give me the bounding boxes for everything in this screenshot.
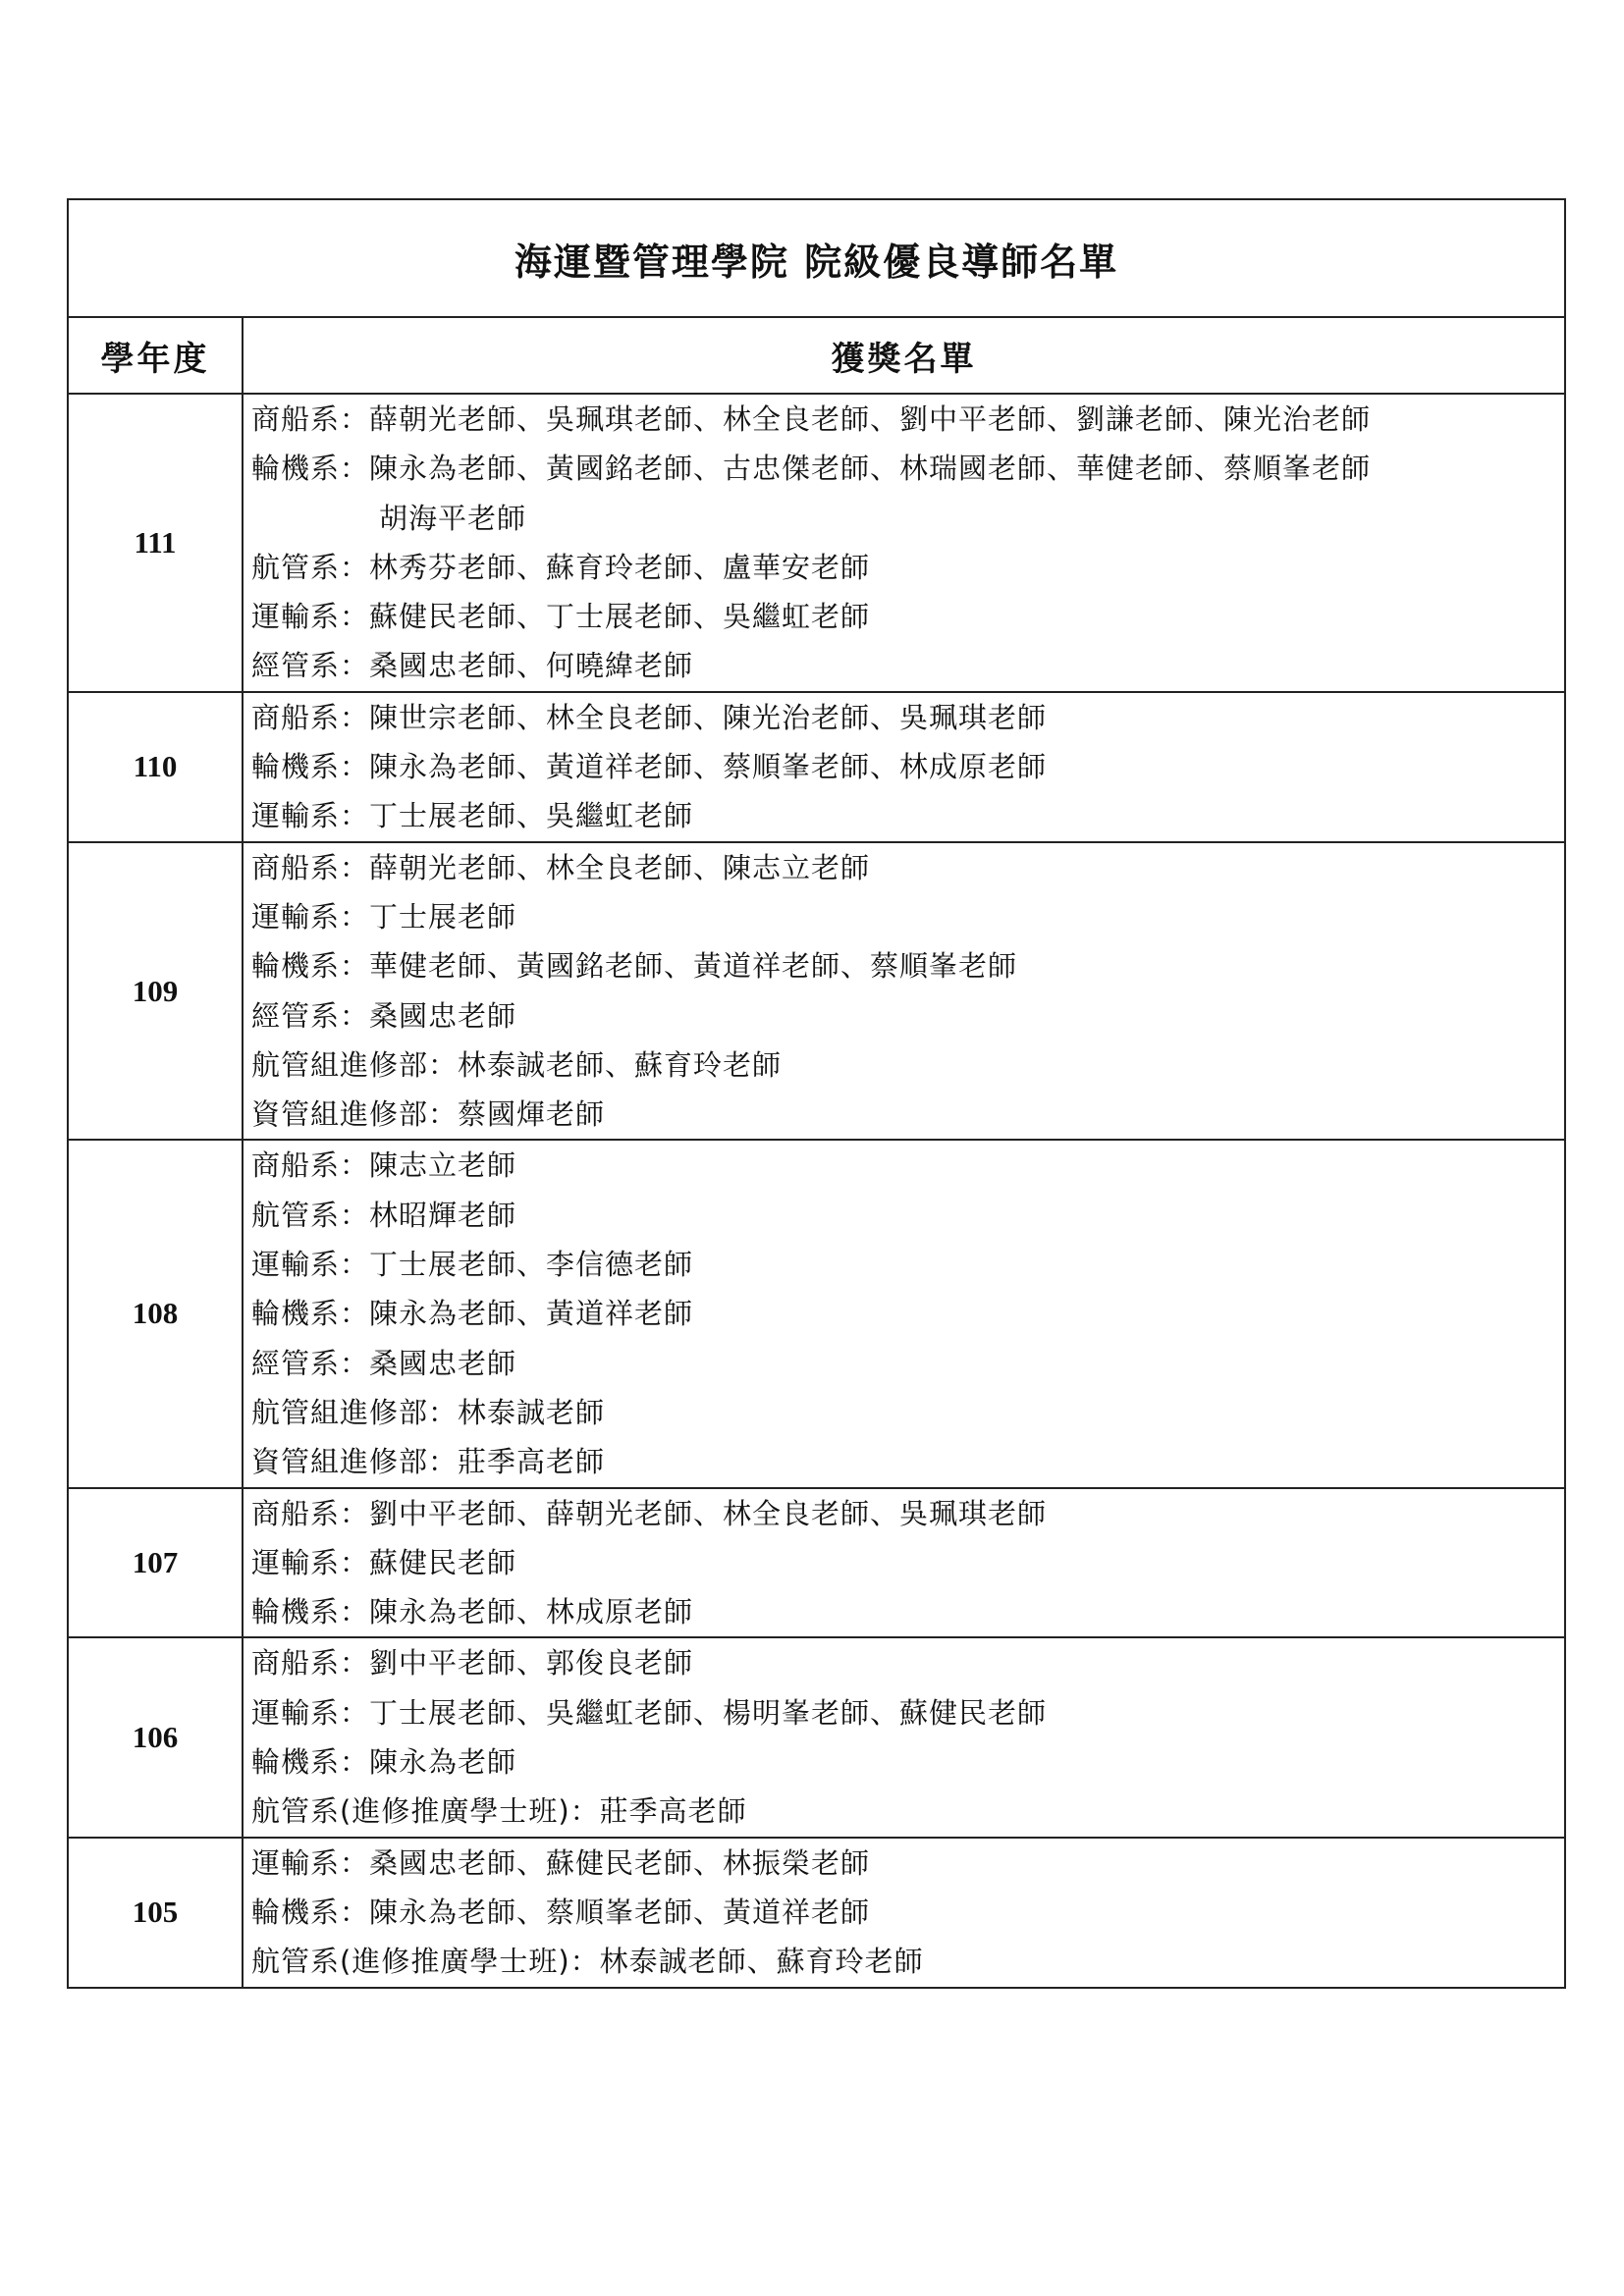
awardee-line: 運輸系：蘇健民老師、丁士展老師、吳繼虹老師: [251, 600, 871, 634]
awardee-line: 商船系：劉中平老師、薛朝光老師、林全良老師、吳珮琪老師: [251, 1496, 1048, 1530]
table-row: [68, 1637, 1565, 1837]
awardee-line: 商船系：陳志立老師: [251, 1148, 517, 1183]
awardee-line: 胡海平老師: [379, 501, 527, 535]
academic-year-cell: 111: [68, 394, 243, 692]
awardee-line: 輪機系：陳永為老師: [251, 1745, 517, 1780]
awardee-list-cell: [243, 1488, 1565, 1638]
awardee-line: 航管組進修部：林泰誠老師、蘇育玲老師: [251, 1047, 783, 1082]
awardee-list-cell: [243, 842, 1565, 1141]
award-list-sheet: [67, 198, 1566, 1989]
awardee-line: 航管系(進修推廣學士班)：林泰誠老師、蘇育玲老師: [251, 1945, 924, 1979]
list-column-header: 獲獎名單: [243, 317, 1565, 394]
awardee-line: 經管系：桑國忠老師: [251, 1346, 517, 1380]
awardee-line: 運輸系：桑國忠老師、蘇健民老師、林振榮老師: [251, 1845, 871, 1880]
awardee-line: 經管系：桑國忠老師、何曉緯老師: [251, 649, 694, 683]
awardee-line: 運輸系：丁士展老師: [251, 899, 517, 934]
awardee-line: 運輸系：丁士展老師、吳繼虹老師、楊明峯老師、蘇健民老師: [251, 1695, 1048, 1730]
awardee-line: 運輸系：蘇健民老師: [251, 1545, 517, 1579]
table-row: [68, 1140, 1565, 1487]
academic-year-cell: 105: [68, 1838, 243, 1988]
awardee-line: 資管組進修部：莊季高老師: [251, 1445, 606, 1479]
academic-year-cell: 109: [68, 842, 243, 1141]
academic-year-cell: 106: [68, 1637, 243, 1837]
awardee-line: 輪機系：陳永為老師、黃道祥老師、蔡順峯老師、林成原老師: [251, 750, 1048, 784]
awardee-line: 輪機系：華健老師、黃國銘老師、黃道祥老師、蔡順峯老師: [251, 949, 1018, 984]
table-row: [68, 394, 1565, 692]
academic-year-cell: 108: [68, 1140, 243, 1487]
awardee-line: 商船系：薛朝光老師、吳珮琪老師、林全良老師、劉中平老師、劉謙老師、陳光治老師: [251, 402, 1372, 436]
awardee-list-cell: [243, 394, 1565, 692]
awardee-line: 運輸系：丁士展老師、吳繼虹老師: [251, 799, 694, 833]
table-row: [68, 1488, 1565, 1638]
year-column-header: 學年度: [68, 317, 243, 394]
awardee-line: 航管組進修部：林泰誠老師: [251, 1395, 606, 1429]
awardee-line: 輪機系：陳永為老師、黃國銘老師、古忠傑老師、林瑞國老師、華健老師、蔡順峯老師: [251, 452, 1372, 486]
table-row: [68, 692, 1565, 842]
award-table: [67, 198, 1566, 1989]
awardee-line: 運輸系：丁士展老師、李信德老師: [251, 1248, 694, 1282]
academic-year-cell: 107: [68, 1488, 243, 1638]
awardee-line: 商船系：薛朝光老師、林全良老師、陳志立老師: [251, 850, 871, 884]
awardee-line: 經管系：桑國忠老師: [251, 998, 517, 1033]
table-row: [68, 842, 1565, 1141]
page-title: 海運暨管理學院 院級優良導師名單: [68, 199, 1565, 317]
academic-year-cell: 110: [68, 692, 243, 842]
awardee-line: 資管組進修部：蔡國煇老師: [251, 1097, 606, 1132]
awardee-line: 輪機系：陳永為老師、林成原老師: [251, 1595, 694, 1629]
awardee-line: 航管系：林昭輝老師: [251, 1198, 517, 1232]
awardee-list-cell: [243, 1637, 1565, 1837]
awardee-line: 商船系：劉中平老師、郭俊良老師: [251, 1646, 694, 1681]
header-row: [68, 317, 1565, 394]
awardee-line: 航管系：林秀芬老師、蘇育玲老師、盧華安老師: [251, 550, 871, 584]
awardee-line: 航管系(進修推廣學士班)：莊季高老師: [251, 1794, 747, 1829]
title-row: [68, 199, 1565, 317]
awardee-line: 商船系：陳世宗老師、林全良老師、陳光治老師、吳珮琪老師: [251, 700, 1048, 734]
awardee-line: 輪機系：陳永為老師、黃道祥老師: [251, 1297, 694, 1331]
table-row: [68, 1838, 1565, 1988]
awardee-list-cell: [243, 1140, 1565, 1487]
awardee-list-cell: [243, 1838, 1565, 1988]
awardee-list-cell: [243, 692, 1565, 842]
awardee-line: 輪機系：陳永為老師、蔡順峯老師、黃道祥老師: [251, 1895, 871, 1929]
